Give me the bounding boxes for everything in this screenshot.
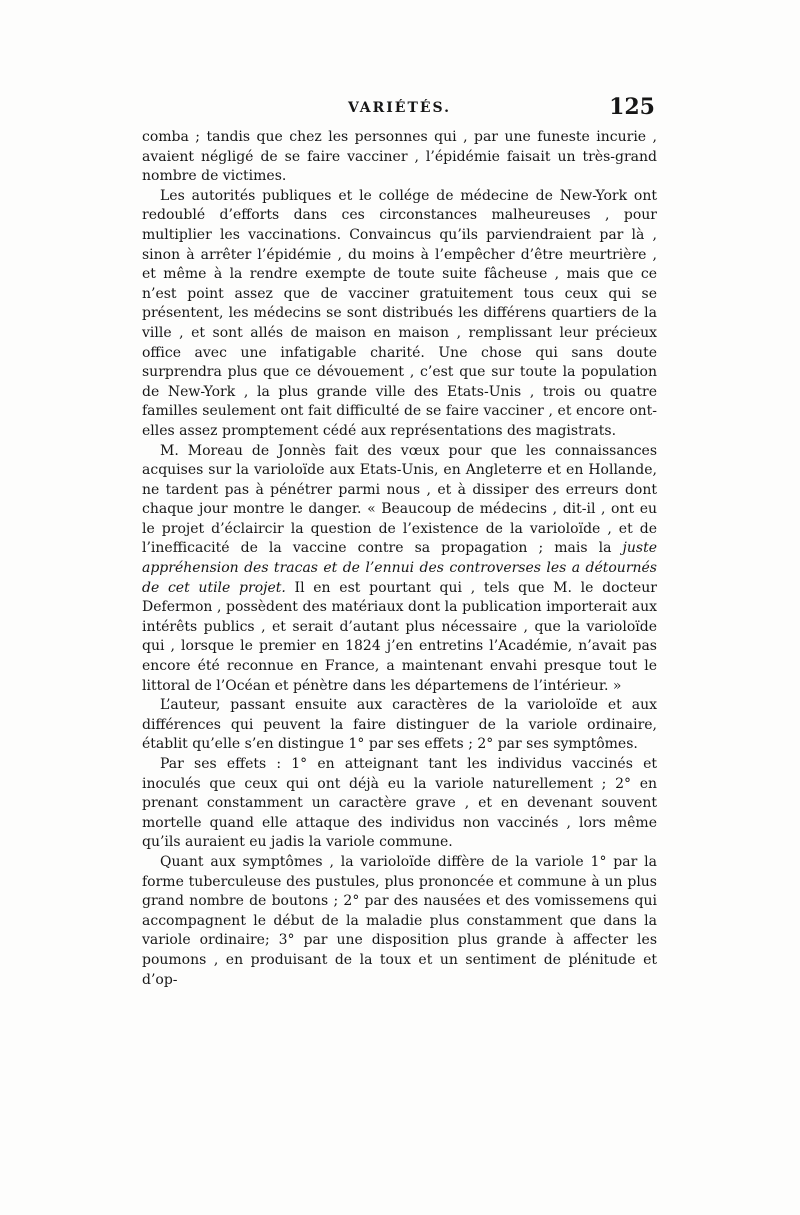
page-header — [142, 94, 657, 124]
paragraph — [142, 755, 657, 853]
text-run: comba ; tandis que chez les personnes qui , par une funeste incurie , avaient négligé de se faire vacciner , l’épidémie faisait un très-grand nombre de victimes. — [142, 129, 657, 185]
text-run: Il en est pourtant qui , tels que M. le docteur Defermon , possèdent des matériaux dont la publication importerait aux intérêts publics , et serait d’autant plus nécessaire , que la varioloïde qui , lorsque le premier en 1824 j’en entretins l’Académie, n’avait pas encore été reconnue en France, a maintenant envahi presque tout le littoral de l’Océan et pénètre dans les départemens de l’intérieur. » — [142, 579, 657, 694]
text-run: L’auteur, passant ensuite aux caractères de la varioloïde et aux différences qui peuvent la faire distinguer de la variole ordinaire, établit qu’elle s’en distingue 1° par ses effets ; 2° par ses symptômes. — [142, 697, 657, 753]
paragraph — [142, 696, 657, 755]
text-run: M. Moreau de Jonnès fait des vœux pour que les connaissances acquises sur la varioloïde aux Etats-Unis, en Angleterre et en Hollande, ne tardent pas à pénétrer parmi nous , et à dissiper des erreurs dont chaque jour montre le danger. « Beaucoup de médecins , dit-il , ont eu le projet d’éclaircir la question de l’existence de la varioloïde , et de l’inefficacité de la vaccine contre sa propagation ; mais la — [142, 442, 657, 557]
paragraph — [142, 853, 657, 990]
body-text — [142, 128, 657, 990]
page-number: 125 — [609, 94, 655, 120]
paragraph — [142, 187, 657, 442]
italic-text: juste appréhension des tracas et de l’ennui des controverses les a détournés de cet utile projet. — [142, 540, 657, 596]
text-run: Par ses effets : 1° en atteignant tant les individus vaccinés et inoculés que ceux qui ont déjà eu la variole naturellement ; 2° en prenant constamment un caractère grave , et en devenant souvent mortelle quand elle attaque des individus non vaccinés , lors même qu’ils auraient eu jadis la variole commune. — [142, 756, 657, 851]
text-run: Les autorités publiques et le collége de médecine de New-York ont redoublé d’efforts dans ces circonstances malheureuses , pour multiplier les vaccinations. Convaincus qu’ils parviendraient par là , sinon à arrêter l’épidémie , du moins à l’empêcher d’être meurtrière , et même à la rendre exempte de toute suite fâcheuse , mais que ce n’est point assez que de vacciner gratuitement tous ceux qui se présentent, les médecins se sont distribués les différens quartiers de la ville , et sont allés de maison en maison , remplissant leur précieux office avec une infatigable charité. Une chose qui sans doute surprendra plus que ce dévouement , c’est que sur toute la population de New-York , la plus grande ville des Etats-Unis , trois ou quatre familles seulement ont fait difficulté de se faire vacciner , et encore ont-elles assez promptement cédé aux représentations des magistrats. — [142, 187, 657, 439]
paragraph — [142, 128, 657, 187]
running-title: VARIÉTÉS. — [347, 100, 452, 116]
text-run: Quant aux symptômes , la varioloïde diffère de la variole 1° par la forme tuberculeuse des pustules, plus prononcée et commune à un plus grand nombre de boutons ; 2° par des nausées et des vomissemens qui accompagnent le début de la maladie plus constamment que dans la variole ordinaire; 3° par une disposition plus grande à affecter les poumons , en produisant de la toux et un sentiment de plénitude et d’op- — [142, 853, 657, 988]
paragraph — [142, 442, 657, 697]
